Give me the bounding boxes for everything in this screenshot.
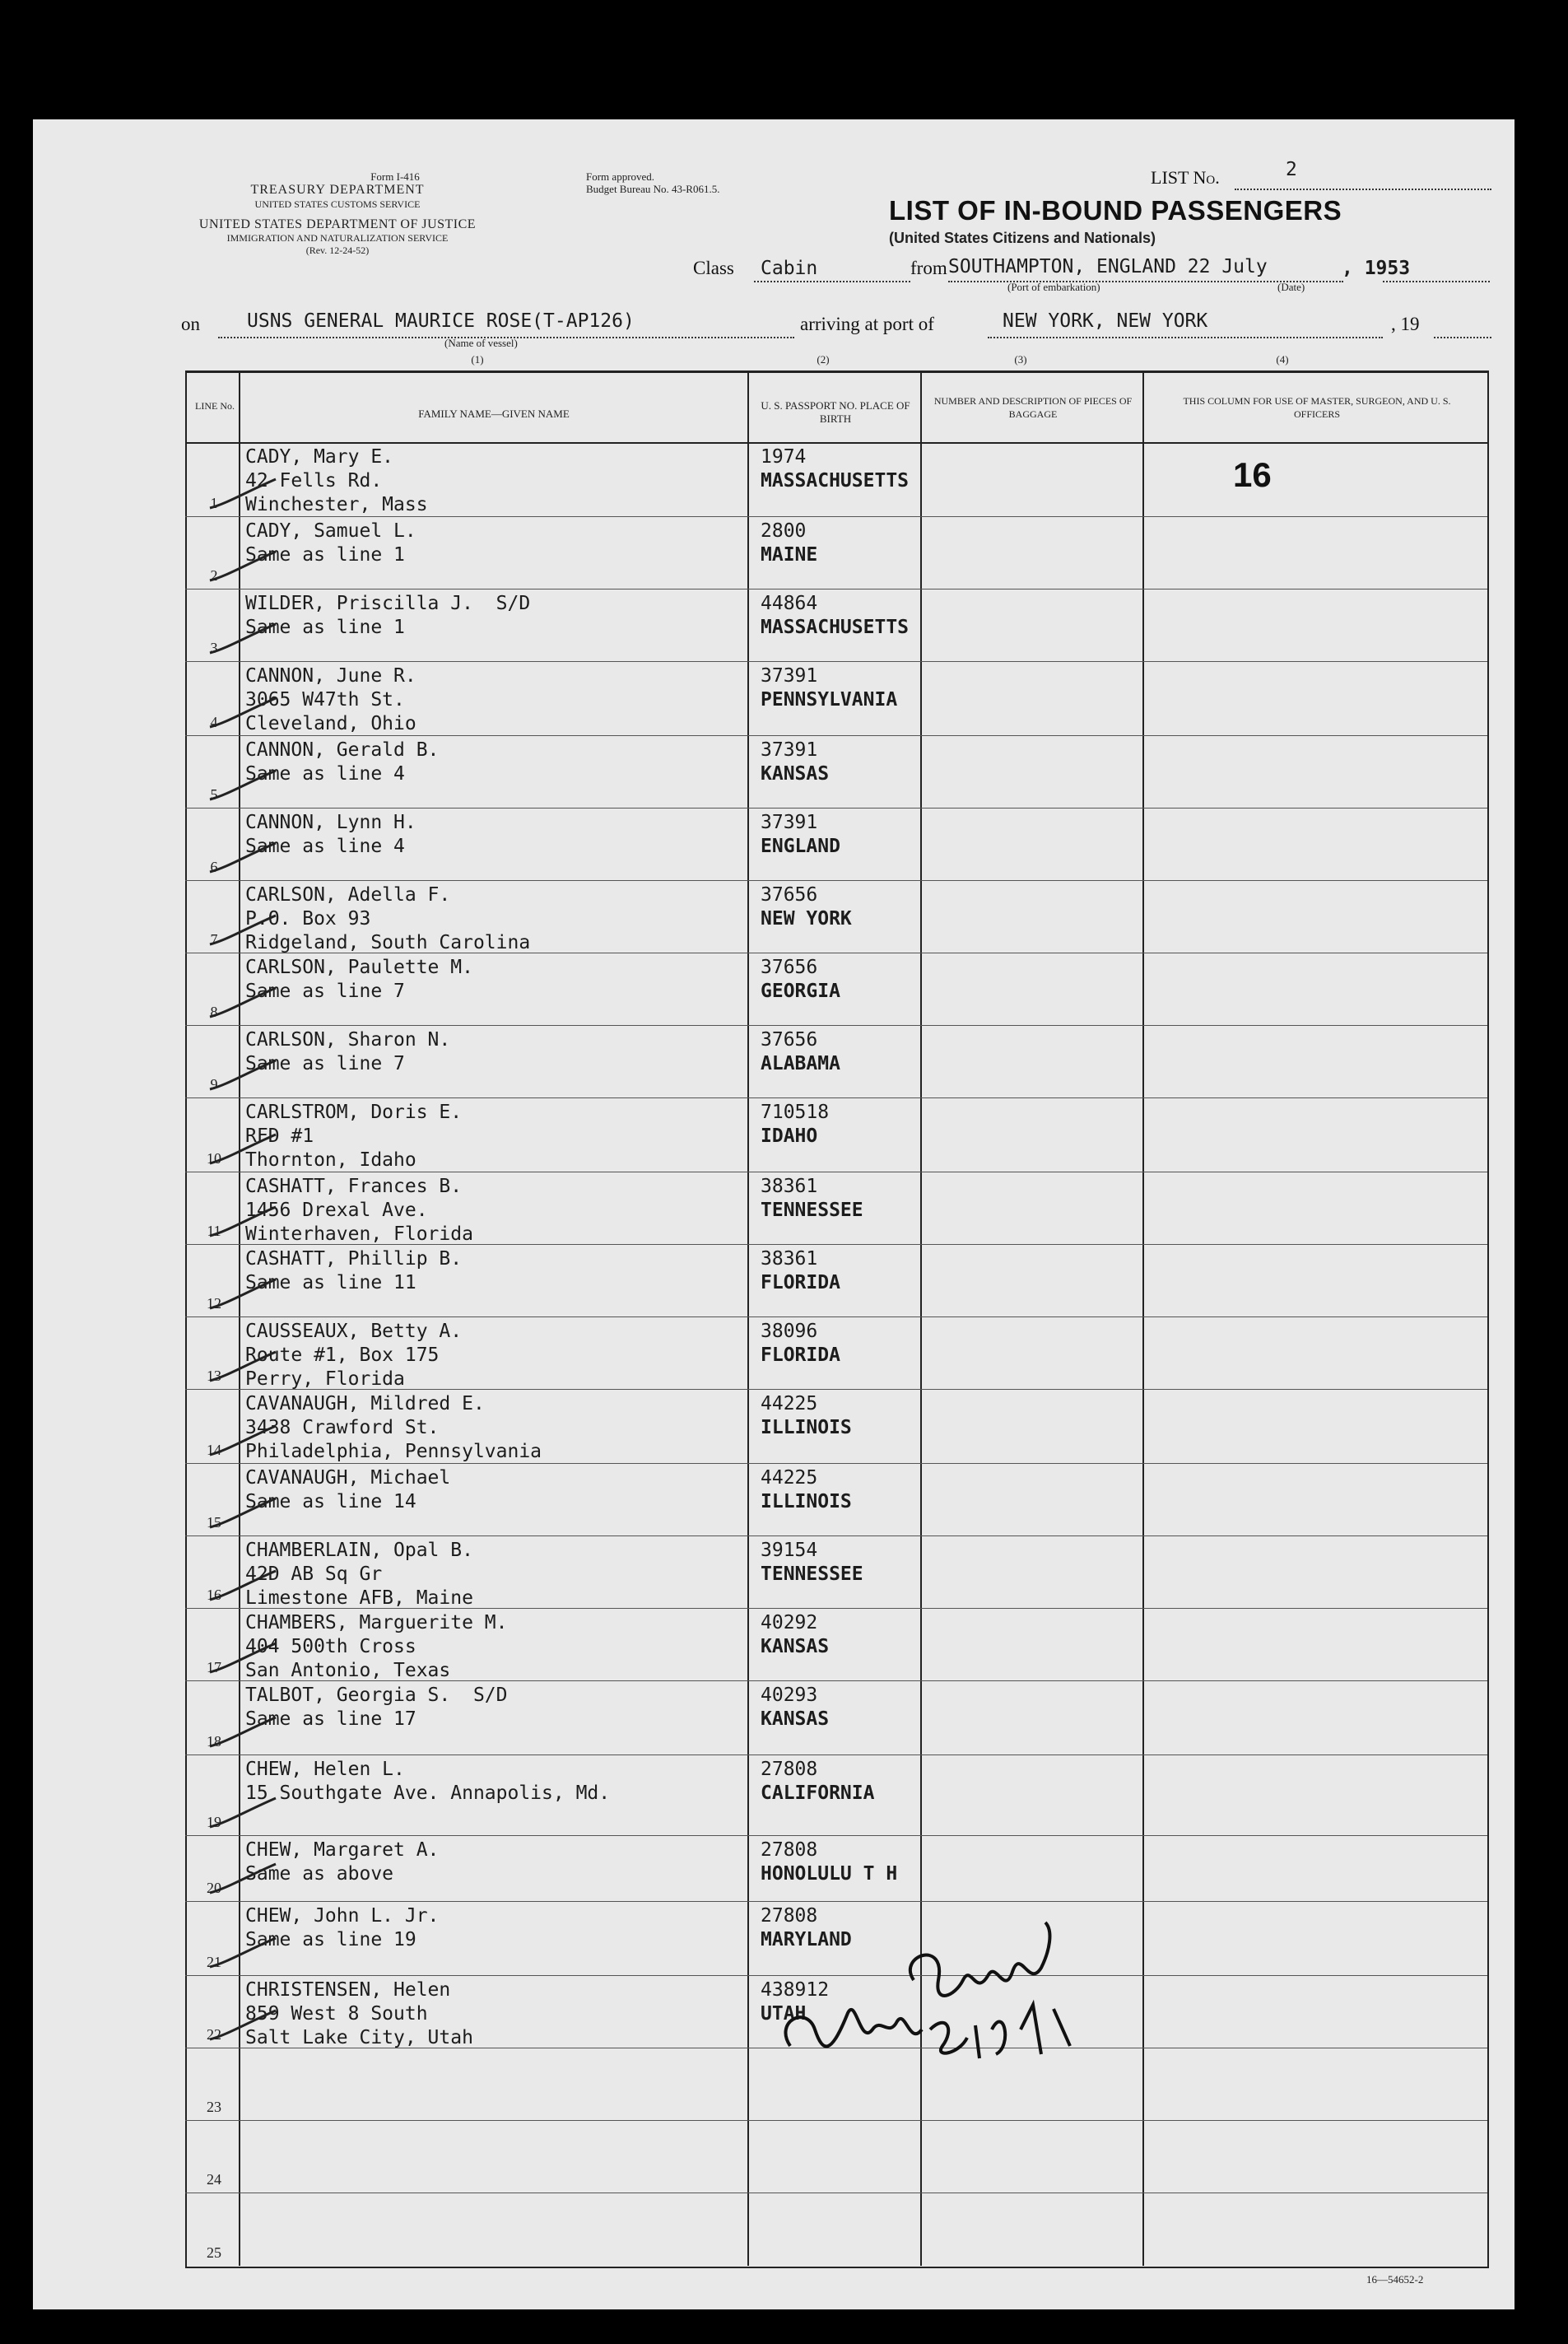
passenger-name-block <box>245 1684 508 1731</box>
check-mark-icon <box>206 1860 280 1901</box>
passport-birthplace <box>761 1539 863 1587</box>
passenger-name: CHEW, Margaret A. <box>245 1839 440 1861</box>
passenger-address: 859 West 8 South <box>245 2003 428 2025</box>
passport-birthplace <box>761 1611 829 1659</box>
line-number: 15 <box>207 1514 221 1531</box>
passport-number: 37656 <box>761 957 818 978</box>
check-mark-icon <box>206 984 280 1025</box>
passenger-name: CHRISTENSEN, Helen <box>245 1979 451 2001</box>
passport-number: 38361 <box>761 1176 818 1197</box>
passport-birthplace <box>761 1684 829 1731</box>
passport-birthplace <box>761 664 897 712</box>
passenger-name: CHEW, Helen L. <box>245 1759 405 1780</box>
place-of-birth: ILLINOIS <box>761 1491 852 1512</box>
check-mark-icon <box>206 694 280 735</box>
line-number: 17 <box>207 1659 221 1675</box>
header-name: FAMILY NAME—GIVEN NAME <box>418 408 570 420</box>
revision: (Rev. 12-24-52) <box>305 245 370 256</box>
check-mark-icon <box>206 1494 280 1535</box>
form-number: Form I-416 <box>370 170 420 183</box>
check-mark-icon <box>206 620 280 661</box>
passport-birthplace <box>761 1101 829 1149</box>
passenger-address: Perry, Florida <box>245 1368 405 1390</box>
place-of-birth: MARYLAND <box>761 1929 852 1950</box>
line-number: 19 <box>207 1814 221 1830</box>
passenger-name: TALBOT, Georgia S. S/D <box>245 1685 508 1706</box>
passport-birthplace <box>761 445 909 493</box>
passenger-address: Same as above <box>245 1863 394 1885</box>
check-mark-icon <box>206 1713 280 1755</box>
passenger-name-block <box>245 1392 542 1464</box>
passport-birthplace <box>761 1466 852 1514</box>
treasury-dept: TREASURY DEPARTMENT <box>250 183 425 197</box>
passenger-name-block <box>245 592 530 640</box>
passenger-address: Thornton, Idaho <box>245 1149 416 1171</box>
place-of-birth: UTAH <box>761 2003 807 2025</box>
passport-number: 39154 <box>761 1540 818 1561</box>
form-approved: Form approved. <box>586 170 655 183</box>
passport-birthplace <box>761 1838 897 1886</box>
place-of-birth: ALABAMA <box>761 1053 840 1074</box>
passenger-name-block <box>245 883 530 955</box>
check-mark-icon <box>206 1794 280 1835</box>
passenger-name-block <box>245 1611 508 1683</box>
passenger-name: CHEW, John L. Jr. <box>245 1905 440 1927</box>
inspector-signature <box>757 1906 1103 2071</box>
passport-number: 37391 <box>761 665 818 687</box>
col-num-4: (4) <box>1276 353 1289 366</box>
passport-number: 40293 <box>761 1685 818 1706</box>
line-number: 3 <box>210 640 218 656</box>
place-of-birth: TENNESSEE <box>761 1200 863 1221</box>
line-number: 6 <box>210 859 218 875</box>
passenger-address: Same as line 4 <box>245 763 405 785</box>
place-of-birth: IDAHO <box>761 1125 818 1147</box>
line-number: 1 <box>210 495 218 511</box>
passenger-name: CHAMBERLAIN, Opal B. <box>245 1540 473 1561</box>
line-number: 2 <box>210 567 218 584</box>
check-mark-icon <box>206 1567 280 1608</box>
passport-number: 27808 <box>761 1759 818 1780</box>
passenger-address: P.O. Box 93 <box>245 908 371 930</box>
passenger-address: Same as line 7 <box>245 1053 405 1074</box>
justice-dept: UNITED STATES DEPARTMENT OF JUSTICE <box>198 217 477 231</box>
passport-birthplace <box>761 1392 852 1440</box>
passenger-address: Same as line 14 <box>245 1491 416 1512</box>
passport-number: 37656 <box>761 884 818 906</box>
line-number: 18 <box>207 1733 221 1750</box>
passenger-address: Philadelphia, Pennsylvania <box>245 1441 542 1462</box>
passenger-address: Same as line 4 <box>245 836 405 857</box>
line-number: 13 <box>207 1368 221 1384</box>
customs-service: UNITED STATES CUSTOMS SERVICE <box>254 198 421 210</box>
passenger-address: 42 Fells Rd. <box>245 470 383 492</box>
passport-birthplace <box>761 883 852 931</box>
arriving-label: arriving at port of <box>800 314 934 334</box>
passport-number: 37656 <box>761 1029 818 1051</box>
budget-bureau: Budget Bureau No. 43-R061.5. <box>586 183 720 195</box>
check-mark-icon <box>206 2006 280 2048</box>
passport-birthplace <box>761 739 829 786</box>
place-of-birth: MASSACHUSETTS <box>761 617 910 638</box>
passport-birthplace <box>761 1320 840 1368</box>
check-mark-icon <box>206 1422 280 1463</box>
place-of-birth: KANSAS <box>761 763 830 785</box>
passenger-name: CANNON, Lynn H. <box>245 812 416 833</box>
passenger-address: Ridgeland, South Carolina <box>245 932 531 953</box>
line-number: 23 <box>207 2099 221 2115</box>
line-number: 14 <box>207 1442 221 1458</box>
check-mark-icon <box>206 475 280 516</box>
line-number: 4 <box>210 714 218 730</box>
officer-count: 16 <box>1233 455 1272 494</box>
check-mark-icon <box>206 1130 280 1172</box>
check-mark-icon <box>206 911 280 953</box>
arrival-port: NEW YORK, NEW YORK <box>1003 310 1208 332</box>
line-number: 16 <box>207 1587 221 1603</box>
passenger-address: 15 Southgate Ave. Annapolis, Md. <box>245 1782 611 1804</box>
passport-number: 38096 <box>761 1321 818 1342</box>
form-subtitle: (United States Citizens and Nationals) <box>889 230 1156 246</box>
place-of-birth: MASSACHUSETTS <box>761 470 910 492</box>
header-line-no: LINE No. <box>195 400 235 412</box>
passenger-name-block <box>245 1758 610 1806</box>
passport-number: 37391 <box>761 812 818 833</box>
place-of-birth: TENNESSEE <box>761 1563 863 1585</box>
header-baggage: NUMBER AND DESCRIPTION OF PIECES OF BAGGAGE <box>933 395 1133 420</box>
passport-number: 710518 <box>761 1102 830 1123</box>
check-mark-icon <box>206 767 280 808</box>
passenger-name: CADY, Samuel L. <box>245 520 416 542</box>
line-number: 10 <box>207 1150 221 1167</box>
port-caption: (Port of embarkation) <box>1007 281 1100 293</box>
passenger-name: CASHATT, Phillip B. <box>245 1248 463 1270</box>
line-number: 9 <box>210 1076 218 1093</box>
passport-number: 44225 <box>761 1467 818 1489</box>
form-title: LIST OF IN-BOUND PASSENGERS <box>889 195 1342 226</box>
ins-service: IMMIGRATION AND NATURALIZATION SERVICE <box>226 232 449 244</box>
date-caption: (Date) <box>1277 281 1305 293</box>
line-number: 12 <box>207 1295 221 1312</box>
class-label: Class <box>693 258 734 278</box>
passenger-name: CADY, Mary E. <box>245 446 394 468</box>
passenger-address: Same as line 11 <box>245 1272 416 1293</box>
passenger-address: RFD #1 <box>245 1125 314 1147</box>
footer-code: 16—54652-2 <box>1366 2273 1424 2286</box>
place-of-birth: NEW YORK <box>761 908 852 930</box>
passport-birthplace <box>761 1028 840 1076</box>
year: , 1953 <box>1342 258 1411 279</box>
line-number: 25 <box>207 2244 221 2261</box>
passport-birthplace <box>761 811 840 859</box>
line-number: 22 <box>207 2026 221 2043</box>
passport-number: 438912 <box>761 1979 830 2001</box>
check-mark-icon <box>206 1275 280 1316</box>
class-value: Cabin <box>761 258 818 279</box>
passenger-address: Same as line 1 <box>245 617 405 638</box>
passport-number: 37391 <box>761 739 818 761</box>
passport-birthplace <box>761 956 840 1004</box>
passenger-address: 404 500th Cross <box>245 1636 416 1657</box>
passport-number: 44225 <box>761 1393 818 1414</box>
list-no-label: LIST No. <box>1151 167 1220 188</box>
check-mark-icon <box>206 548 280 589</box>
header-passport: U. S. PASSPORT NO. PLACE OF BIRTH <box>761 399 910 425</box>
place-of-birth: GEORGIA <box>761 981 840 1002</box>
passenger-address: Winterhaven, Florida <box>245 1223 473 1245</box>
passenger-name: CANNON, June R. <box>245 665 416 687</box>
check-mark-icon <box>206 1934 280 1975</box>
vessel-name: USNS GENERAL MAURICE ROSE(T-AP126) <box>247 310 635 332</box>
place-of-birth: KANSAS <box>761 1708 830 1730</box>
passenger-name: CARLSON, Sharon N. <box>245 1029 451 1051</box>
line-number: 21 <box>207 1954 221 1970</box>
passenger-name: CHAMBERS, Marguerite M. <box>245 1612 508 1633</box>
passenger-address: Limestone AFB, Maine <box>245 1587 473 1609</box>
passenger-address: Salt Lake City, Utah <box>245 2027 473 2048</box>
passenger-address: Route #1, Box 175 <box>245 1344 440 1366</box>
passenger-name: CAVANAUGH, Mildred E. <box>245 1393 485 1414</box>
port-of-embarkation: SOUTHAMPTON, ENGLAND 22 July <box>948 256 1268 277</box>
place-of-birth: KANSAS <box>761 1636 830 1657</box>
passenger-name: CANNON, Gerald B. <box>245 739 440 761</box>
year-prefix: , 19 <box>1391 314 1420 334</box>
line-number: 5 <box>210 786 218 803</box>
place-of-birth: CALIFORNIA <box>761 1782 875 1804</box>
check-mark-icon <box>206 839 280 880</box>
col-num-1: (1) <box>471 353 484 366</box>
place-of-birth: PENNSYLVANIA <box>761 689 898 711</box>
passenger-address: Same as line 1 <box>245 544 405 566</box>
passenger-address: 3438 Crawford St. <box>245 1417 440 1438</box>
passenger-address: 1456 Drexal Ave. <box>245 1200 428 1221</box>
header-officers: THIS COLUMN FOR USE OF MASTER, SURGEON, AND U. S. OFFICERS <box>1183 395 1451 420</box>
col-num-2: (2) <box>817 353 830 366</box>
passenger-name: CAUSSEAUX, Betty A. <box>245 1321 463 1342</box>
place-of-birth: HONOLULU T H <box>761 1863 898 1885</box>
passenger-name: CARLSON, Adella F. <box>245 884 451 906</box>
passenger-address: San Antonio, Texas <box>245 1660 451 1681</box>
place-of-birth: FLORIDA <box>761 1272 840 1293</box>
passenger-address: 42D AB Sq Gr <box>245 1563 383 1585</box>
passenger-address: Cleveland, Ohio <box>245 713 416 734</box>
passport-birthplace <box>761 592 909 640</box>
passport-birthplace <box>761 1758 874 1806</box>
passport-birthplace <box>761 1175 863 1223</box>
passport-birthplace <box>761 520 817 567</box>
check-mark-icon <box>206 1348 280 1389</box>
col-num-3: (3) <box>1014 353 1027 366</box>
passenger-name: CAVANAUGH, Michael <box>245 1467 451 1489</box>
passenger-address: 3065 W47th St. <box>245 689 405 711</box>
on-label: on <box>181 314 200 334</box>
place-of-birth: ENGLAND <box>761 836 840 857</box>
place-of-birth: MAINE <box>761 544 818 566</box>
passenger-name: WILDER, Priscilla J. S/D <box>245 593 531 614</box>
passenger-name: CARLSTROM, Doris E. <box>245 1102 463 1123</box>
passenger-name: CARLSON, Paulette M. <box>245 957 473 978</box>
passenger-address: Winchester, Mass <box>245 494 428 515</box>
line-number: 11 <box>207 1223 221 1239</box>
line-number: 24 <box>207 2171 221 2188</box>
passport-number: 44864 <box>761 593 818 614</box>
line-number: 8 <box>210 1004 218 1020</box>
manifest-page <box>33 119 1514 2309</box>
passenger-address: Same as line 17 <box>245 1708 416 1730</box>
line-number: 7 <box>210 931 218 948</box>
passport-number: 27808 <box>761 1839 818 1861</box>
list-no-value: 2 <box>1286 159 1297 180</box>
line-number: 20 <box>207 1880 221 1896</box>
passport-birthplace <box>761 1247 840 1295</box>
check-mark-icon <box>206 1639 280 1680</box>
passport-number: 1974 <box>761 446 807 468</box>
passport-number: 27808 <box>761 1905 818 1927</box>
passenger-address: Same as line 19 <box>245 1929 416 1950</box>
check-mark-icon <box>206 1056 280 1097</box>
passenger-name: CASHATT, Frances B. <box>245 1176 463 1197</box>
passport-number: 40292 <box>761 1612 818 1633</box>
from-label: from <box>910 258 947 278</box>
vessel-caption: (Name of vessel) <box>444 337 518 349</box>
place-of-birth: ILLINOIS <box>761 1417 852 1438</box>
passport-number: 38361 <box>761 1248 818 1270</box>
check-mark-icon <box>206 1203 280 1244</box>
passport-number: 2800 <box>761 520 807 542</box>
place-of-birth: FLORIDA <box>761 1344 840 1366</box>
passenger-address: Same as line 7 <box>245 981 405 1002</box>
